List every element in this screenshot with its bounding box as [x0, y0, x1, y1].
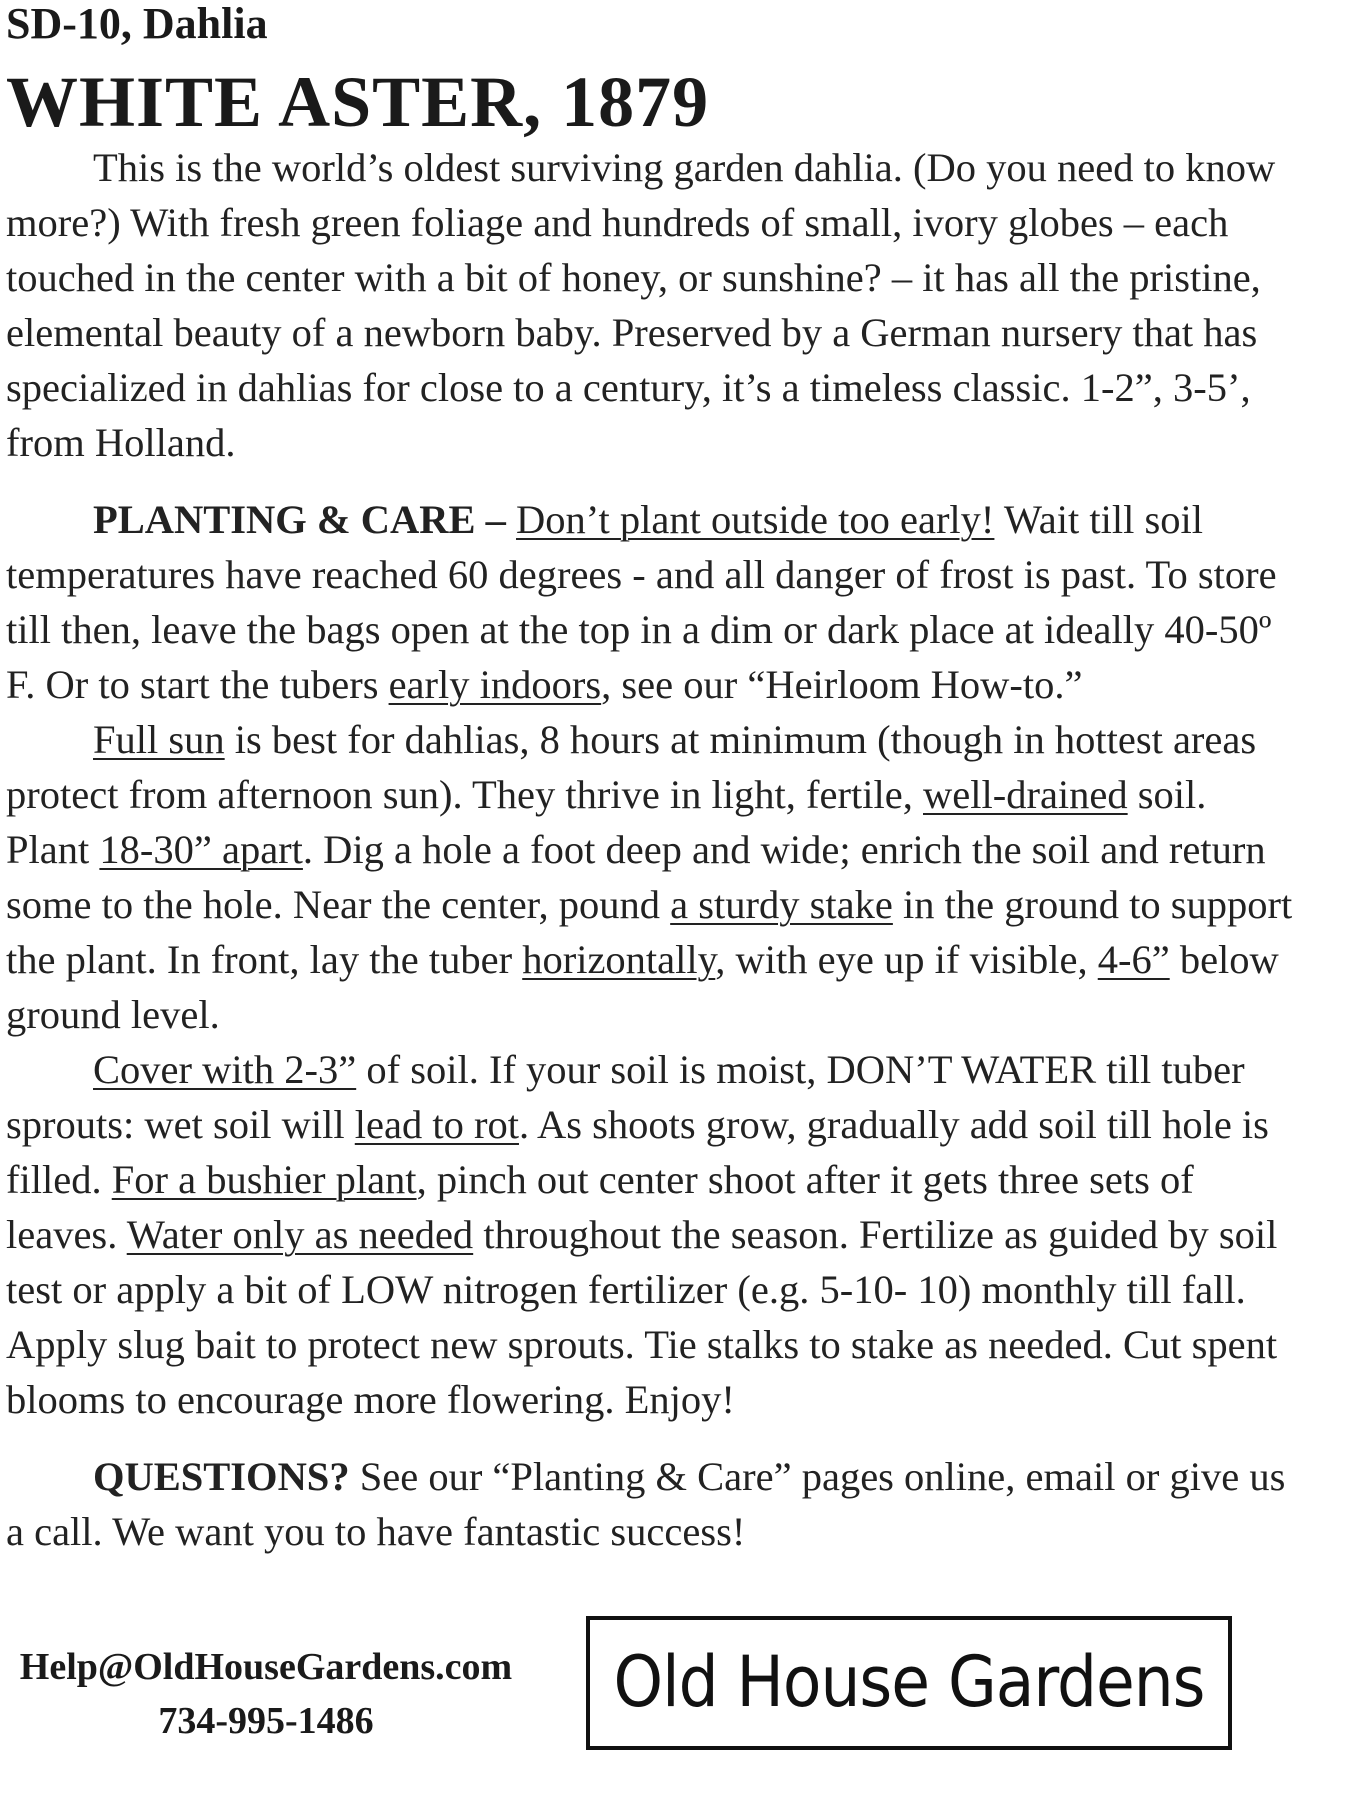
- paragraph-text: is best for dahlias, 8 hours at minimum (though in hottest areas protect from afternoon sun). They thrive in light, fertile,: [6, 717, 1257, 817]
- underlined-text: well-drained: [923, 772, 1128, 817]
- paragraph-text: of soil. If your soil is moist, DON’T WATER till tuber sprouts: wet soil will: [6, 1047, 1245, 1147]
- paragraph-text: . Dig a hole a foot deep and wide; enrich the soil and return some to the hole. Near the center, pound: [6, 827, 1266, 927]
- paragraph-text: , with eye up if visible,: [715, 937, 1098, 982]
- paragraph-text: , pinch out center shoot after it gets three sets of leaves.: [6, 1157, 1194, 1257]
- paragraph-text: in the ground to support the plant. In front, lay the tuber: [6, 882, 1293, 982]
- paragraph-text: See our “Planting & Care” pages online, email or give us a call. We want you to have fantastic success!: [6, 1454, 1286, 1554]
- planting-paragraph-1: [6, 492, 1296, 712]
- questions-paragraph: [6, 1449, 1296, 1559]
- planting-heading: PLANTING & CARE –: [93, 497, 506, 542]
- underlined-text: horizontally: [522, 937, 716, 982]
- underlined-text: lead to rot: [354, 1102, 519, 1147]
- paragraph-text: , see our “Heirloom How-to.”: [601, 662, 1083, 707]
- planting-paragraph-3: [6, 1042, 1296, 1427]
- paragraph-text: Wait till soil temperatures have reached 60 degrees - and all danger of frost is past. To store till then, leave the bags open at the top in a dim or dark place at ideally 40-50º F. Or to start the tubers: [6, 497, 1277, 707]
- logo-wordmark: [599, 1628, 1219, 1738]
- paragraph-text: soil. Plant: [6, 772, 1207, 872]
- underlined-text: Cover with 2-3”: [93, 1047, 357, 1092]
- underlined-text: For a bushier plant: [111, 1157, 417, 1202]
- contact-email[interactable]: Help@OldHouseGardens.com: [19, 1646, 513, 1688]
- product-code: SD-10, Dahlia: [6, 0, 268, 48]
- page-title: WHITE ASTER, 1879: [6, 62, 710, 142]
- paragraph-text: throughout the season. Fertilize as guided by soil test or apply a bit of LOW nitrogen fertilizer (e.g. 5-10- 10) monthly till fall. Apply slug bait to protect new sprouts. Tie stalks to stake as needed. Cut spent blooms to encourage more flowering. Enjoy!: [6, 1212, 1278, 1422]
- underlined-text: Water only as needed: [126, 1212, 474, 1257]
- logo-text: Old House Gardens: [613, 1641, 1205, 1723]
- contact-block: [6, 1640, 526, 1748]
- underlined-text: early indoors: [388, 662, 602, 707]
- underlined-text: Full sun: [93, 717, 225, 762]
- paragraph-text: below ground level.: [6, 937, 1279, 1037]
- brand-logo: [586, 1616, 1232, 1750]
- underlined-text: 18-30” apart: [99, 827, 303, 872]
- underlined-text: 4-6”: [1097, 937, 1170, 982]
- description-body: [6, 140, 1296, 1559]
- intro-paragraph: This is the world’s oldest surviving garden dahlia. (Do you need to know more?) With fresh green foliage and hundreds of small, ivory globes – each touched in the center with a bit of honey, or sunshine? – it has all the pristine, elemental beauty of a newborn baby. Preserved by a German nursery that has specialized in dahlias for close to a century, it’s a timeless classic. 1-2”, 3-5’, from Holland.: [6, 145, 1276, 465]
- questions-heading: QUESTIONS?: [93, 1454, 350, 1499]
- underlined-text: Don’t plant outside too early!: [516, 497, 995, 542]
- paragraph-text: . As shoots grow, gradually add soil till hole is filled.: [6, 1102, 1269, 1202]
- planting-paragraph-2: [6, 712, 1296, 1042]
- contact-phone[interactable]: 734-995-1486: [158, 1700, 374, 1742]
- underlined-text: a sturdy stake: [670, 882, 893, 927]
